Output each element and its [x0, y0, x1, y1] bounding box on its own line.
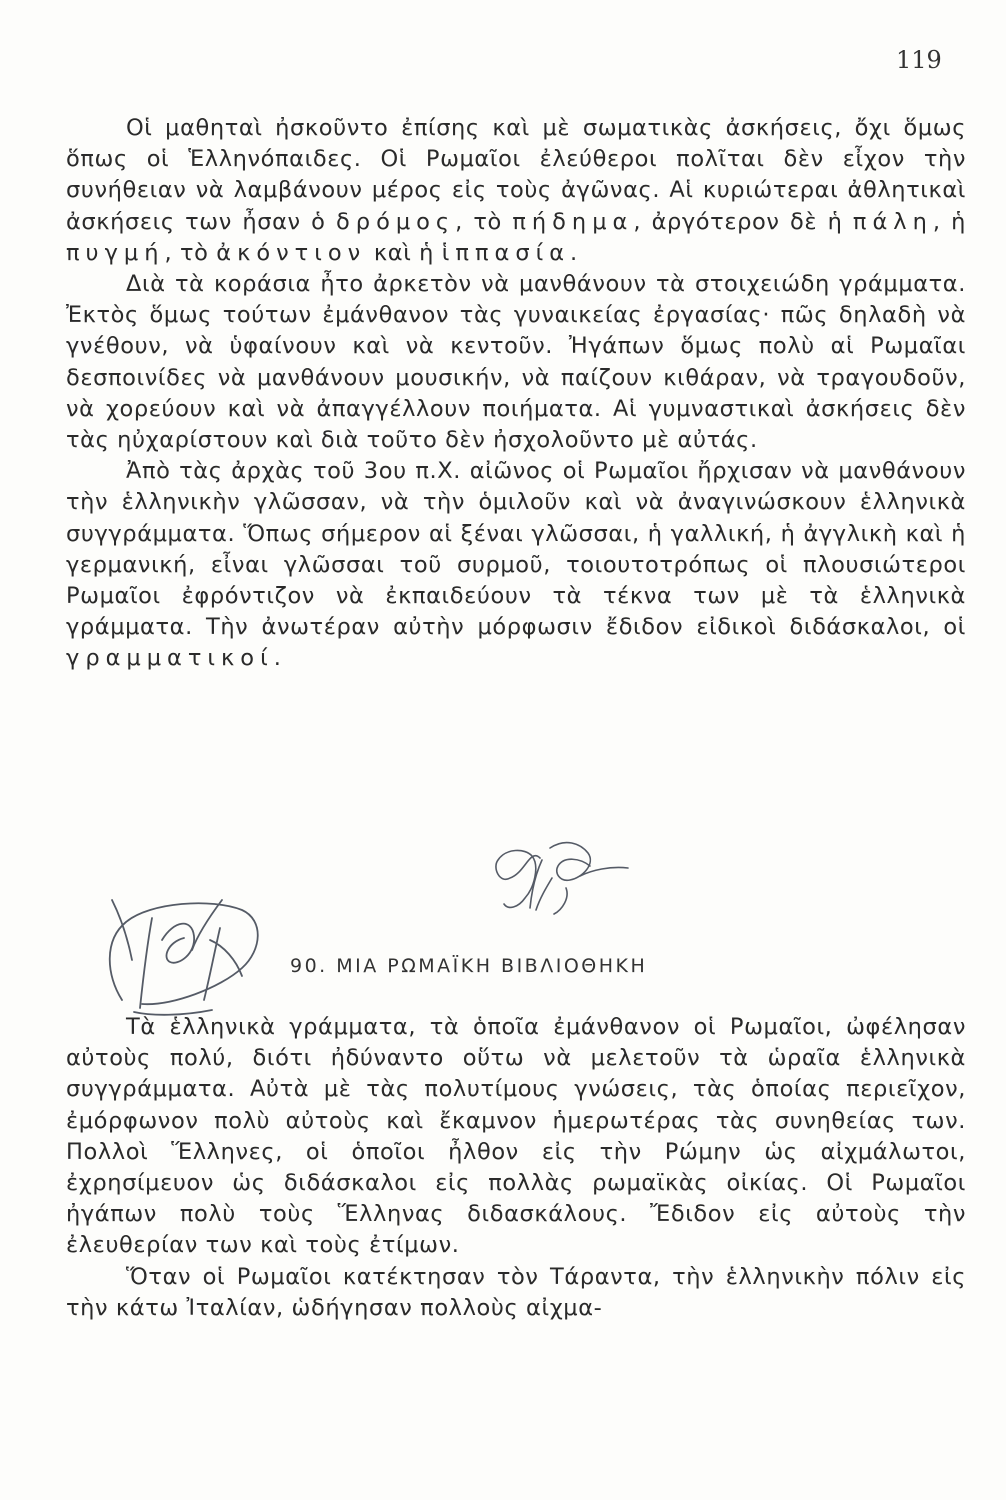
text-run: Διὰ τὰ κοράσια ἦτο ἀρκετὸν νὰ μανθάνουν τὰ στοιχειώδη γράμματα. Ἐκτὸς ὅμως τούτων ἐμάνθανον τὰς γυναικείας ἐργασίας· πῶς δηλαδὴ νὰ γνέθουν, νὰ ὑφαίνουν καὶ νὰ κεντοῦν. Ἠγάπων ὅμως πολὺ αἱ Ρωμαῖαι δεσποινίδες νὰ μανθάνουν μουσικήν, νὰ παίζουν κιθάραν, νὰ τραγουδοῦν, νὰ χορεύουν καὶ νὰ ἀπαγγέλλουν ποιήματα. Αἱ γυμναστικαὶ ἀσκήσεις δὲν τὰς ηὐχαρίστουν καὶ διὰ τοῦτο δὲν ἠσχολοῦντο μὲ αὐτάς.	[66, 271, 966, 454]
spaced-term: γραμματικοί	[66, 645, 274, 672]
spaced-term: ἱππασία	[441, 239, 571, 266]
text-run: , ἀργότερον δὲ ἡ	[633, 208, 853, 235]
body-text-section-1	[66, 113, 966, 675]
text-run: , τὸ	[455, 208, 513, 235]
spaced-term: δρόμος	[336, 208, 456, 235]
spaced-term: πυγμή	[66, 239, 165, 266]
paragraph	[66, 269, 966, 456]
spaced-term: πήδημα	[512, 208, 634, 235]
text-run: καὶ ἡ	[366, 239, 442, 266]
text-run: .	[273, 645, 282, 672]
text-run: , τὸ	[164, 239, 217, 266]
handwritten-signature-small	[470, 818, 640, 928]
spaced-term: ἀκόντιον	[216, 239, 367, 266]
paragraph	[66, 456, 966, 674]
spaced-term: πάλη	[852, 208, 933, 235]
body-text-section-2	[66, 1012, 966, 1324]
text-run: Τὰ ἑλληνικὰ γράμματα, τὰ ὁποῖα ἐμάνθανον οἱ Ρωμαῖοι, ὠφέλησαν αὐτοὺς πολύ, διότι ἠδύναντο οὕτω νὰ μελετοῦν τὰ ὡραῖα ἑλληνικὰ συγγράμματα. Αὐτὰ μὲ τὰς πολυτίμους γνώσεις, τὰς ὁποίας περιεῖχον, ἐμόρφωνον πολὺ αὐτοὺς καὶ ἔκαμνον ἡμερωτέρας τὰς συνηθείας των. Πολλοὶ Ἕλληνες, οἱ ὁποῖοι ἦλθον εἰς τὴν Ρώμην ὡς αἰχμάλωτοι, ἐχρησίμευον ὡς διδάσκαλοι εἰς πολλὰς ρωμαϊκὰς οἰκίας. Οἱ Ρωμαῖοι ἠγάπων πολὺ τοὺς Ἕλληνας διδασκάλους. Ἔδιδον εἰς αὐτοὺς τὴν ἐλευθερίαν των καὶ τοὺς ἐτίμων.	[66, 1014, 966, 1259]
text-run: Οἱ μαθηταὶ ἠσκοῦντο ἐπίσης καὶ μὲ σωματικὰς ἀσκήσεις, ὄχι ὅμως ὅπως οἱ Ἑλληνόπαιδες. Οἱ Ρωμαῖοι ἐλεύθεροι πολῖται δὲν εἶχον τὴν συνήθειαν νὰ λαμβάνουν μέρος εἰς τοὺς ἀγῶνας. Αἱ κυριώτεραι ἀθλητικαὶ ἀσκήσεις των ἦσαν ὁ	[66, 115, 966, 235]
paragraph	[66, 113, 966, 269]
paragraph	[66, 1012, 966, 1262]
page-number: 119	[896, 46, 942, 74]
text-run: Ὅταν οἱ Ρωμαῖοι κατέκτησαν τὸν Τάραντα, τὴν ἑλληνικὴν πόλιν εἰς τὴν κάτω Ἰταλίαν, ὡδήγησαν πολλοὺς αἰχμα-	[66, 1263, 966, 1321]
handwritten-signature-large	[92, 880, 272, 1030]
paragraph	[66, 1262, 966, 1324]
text-run: Ἀπὸ τὰς ἀρχὰς τοῦ 3ου π.Χ. αἰῶνος οἱ Ρωμαῖοι ἤρχισαν νὰ μανθάνουν τὴν ἑλληνικὴν γλῶσσαν, νὰ τὴν ὁμιλοῦν καὶ νὰ ἀναγινώσκουν ἑλληνικὰ συγγράμματα. Ὅπως σήμερον αἱ ξέναι γλῶσσαι, ἡ γαλλική, ἡ ἀγγλικὴ καὶ ἡ γερμανική, εἶναι γλῶσσαι τοῦ συρμοῦ, τοιουτοτρόπως οἱ πλουσιώτεροι Ρωμαῖοι ἐφρόντιζον νὰ ἐκπαιδεύουν τὰ τέκνα των μὲ τὰ ἑλληνικὰ γράμματα. Τὴν ἀνωτέραν αὐτὴν μόρφωσιν ἔδιδον εἰδικοὶ διδάσκαλοι, οἱ	[66, 458, 966, 641]
text-run: , ἡ	[932, 208, 966, 235]
text-run: .	[570, 239, 578, 266]
section-heading: 90. ΜΙΑ ΡΩΜΑΪΚΗ ΒΙΒΛΙΟΘΗΚΗ	[290, 955, 648, 977]
